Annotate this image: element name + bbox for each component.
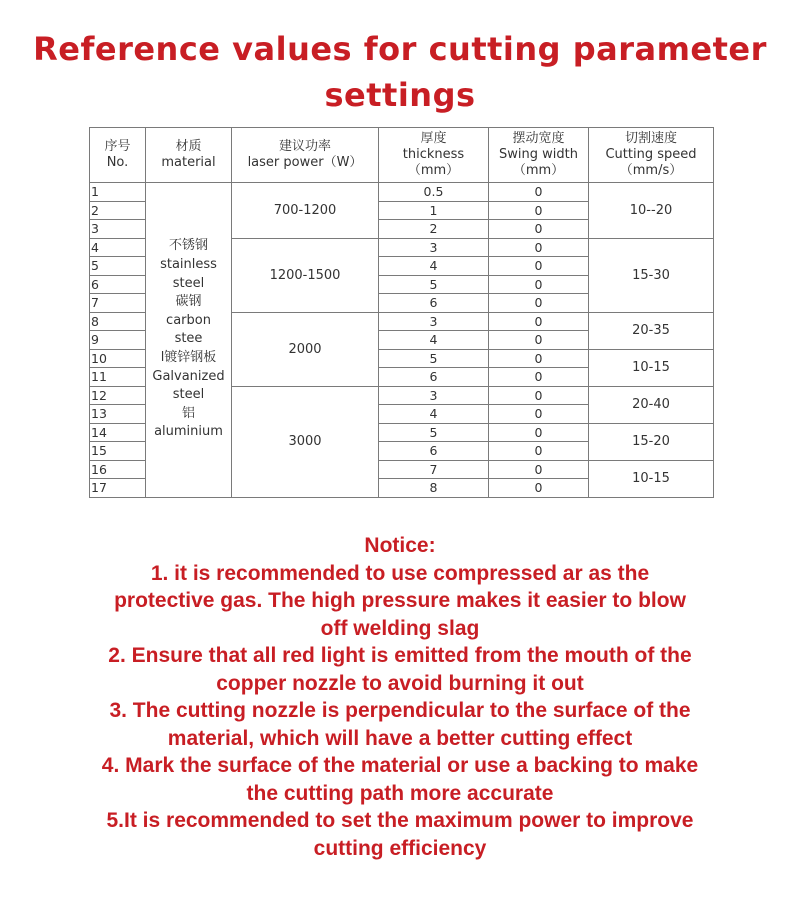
notice-line: 2. Ensure that all red light is emitted from the mouth of the: [108, 644, 692, 667]
cell-no: 12: [90, 386, 146, 405]
cell-swing-width: 0: [489, 294, 589, 313]
notice-line: 1. it is recommended to use compressed ar as the: [150, 561, 650, 585]
cell-laser-power: 1200-1500: [232, 238, 379, 312]
header-cutting-speed: 切割速度 Cutting speed （mm/s）: [589, 128, 714, 183]
cell-swing-width: 0: [489, 479, 589, 498]
cell-thickness: 6: [379, 294, 489, 313]
table-row: [90, 183, 714, 202]
cell-no: 11: [90, 368, 146, 387]
cell-no: 10: [90, 349, 146, 368]
notice-section: [0, 532, 800, 862]
cell-laser-power: 700-1200: [232, 183, 379, 239]
cell-swing-width: 0: [489, 220, 589, 239]
notice-line: protective gas. The high pressure makes it easier to blow: [114, 589, 686, 612]
cell-swing-width: 0: [489, 238, 589, 257]
cell-thickness: 2: [379, 220, 489, 239]
cell-no: 5: [90, 257, 146, 276]
cell-laser-power: 2000: [232, 312, 379, 386]
cell-swing-width: 0: [489, 460, 589, 479]
header-no: 序号 No.: [90, 128, 146, 183]
header-thickness: 厚度 thickness （mm）: [379, 128, 489, 183]
cell-thickness: 5: [379, 423, 489, 442]
cell-no: 15: [90, 442, 146, 461]
header-laser-power: 建议功率 laser power（W）: [232, 128, 379, 183]
cell-no: 4: [90, 238, 146, 257]
cell-cutting-speed: 10-15: [589, 349, 714, 386]
cell-swing-width: 0: [489, 405, 589, 424]
cell-cutting-speed: 10--20: [589, 183, 714, 239]
cell-thickness: 7: [379, 460, 489, 479]
cell-cutting-speed: 10-15: [589, 460, 714, 497]
cell-thickness: 6: [379, 442, 489, 461]
notice-line: 5.It is recommended to set the maximum power to improve: [106, 809, 694, 832]
cell-swing-width: 0: [489, 312, 589, 331]
header-swing-width: 摆动宽度 Swing width （mm）: [489, 128, 589, 183]
cell-no: 7: [90, 294, 146, 313]
cell-swing-width: 0: [489, 442, 589, 461]
cell-thickness: 3: [379, 386, 489, 405]
cell-cutting-speed: 20-40: [589, 386, 714, 423]
cell-swing-width: 0: [489, 423, 589, 442]
notice-line: off welding slag: [320, 616, 480, 640]
cell-swing-width: 0: [489, 331, 589, 350]
cell-cutting-speed: 15-20: [589, 423, 714, 460]
cell-cutting-speed: 20-35: [589, 312, 714, 349]
page-title-line: Reference values for cutting parameter: [33, 30, 767, 68]
cell-thickness: 5: [379, 275, 489, 294]
cell-swing-width: 0: [489, 201, 589, 220]
cell-thickness: 5: [379, 349, 489, 368]
cell-swing-width: 0: [489, 386, 589, 405]
cell-no: 6: [90, 275, 146, 294]
notice-line: copper nozzle to avoid burning it out: [216, 671, 584, 695]
cell-thickness: 8: [379, 479, 489, 498]
cell-no: 17: [90, 479, 146, 498]
cell-no: 9: [90, 331, 146, 350]
cell-no: 8: [90, 312, 146, 331]
cell-material: 不锈钢 stainless steel 碳钢 carbon stee l镀锌钢板 Galvanized steel 铝 aluminium: [146, 183, 232, 498]
cell-swing-width: 0: [489, 275, 589, 294]
cell-no: 1: [90, 183, 146, 202]
cell-no: 16: [90, 460, 146, 479]
notice-line: 4. Mark the surface of the material or use a backing to make: [101, 754, 699, 777]
cell-thickness: 4: [379, 405, 489, 424]
page-title: [0, 26, 800, 118]
cell-thickness: 3: [379, 312, 489, 331]
notice-line: material, which will have a better cutting effect: [167, 726, 633, 750]
cell-thickness: 1: [379, 201, 489, 220]
page-title-line: settings: [324, 76, 476, 114]
cell-thickness: 4: [379, 331, 489, 350]
notice-line: cutting efficiency: [313, 836, 487, 860]
cell-no: 13: [90, 405, 146, 424]
cell-thickness: 4: [379, 257, 489, 276]
notice-line: 3. The cutting nozzle is perpendicular to the surface of the: [109, 699, 691, 722]
cutting-parameters-table: [89, 127, 714, 498]
cell-swing-width: 0: [489, 349, 589, 368]
cell-cutting-speed: 15-30: [589, 238, 714, 312]
cell-swing-width: 0: [489, 183, 589, 202]
cell-thickness: 6: [379, 368, 489, 387]
cell-laser-power: 3000: [232, 386, 379, 497]
table-header-row: [90, 128, 714, 183]
header-material: 材质 material: [146, 128, 232, 183]
cell-thickness: 3: [379, 238, 489, 257]
notice-heading: Notice:: [364, 534, 436, 557]
cell-thickness: 0.5: [379, 183, 489, 202]
notice-line: the cutting path more accurate: [246, 781, 554, 805]
cell-swing-width: 0: [489, 368, 589, 387]
cell-no: 2: [90, 201, 146, 220]
cell-swing-width: 0: [489, 257, 589, 276]
cell-no: 14: [90, 423, 146, 442]
cell-no: 3: [90, 220, 146, 239]
